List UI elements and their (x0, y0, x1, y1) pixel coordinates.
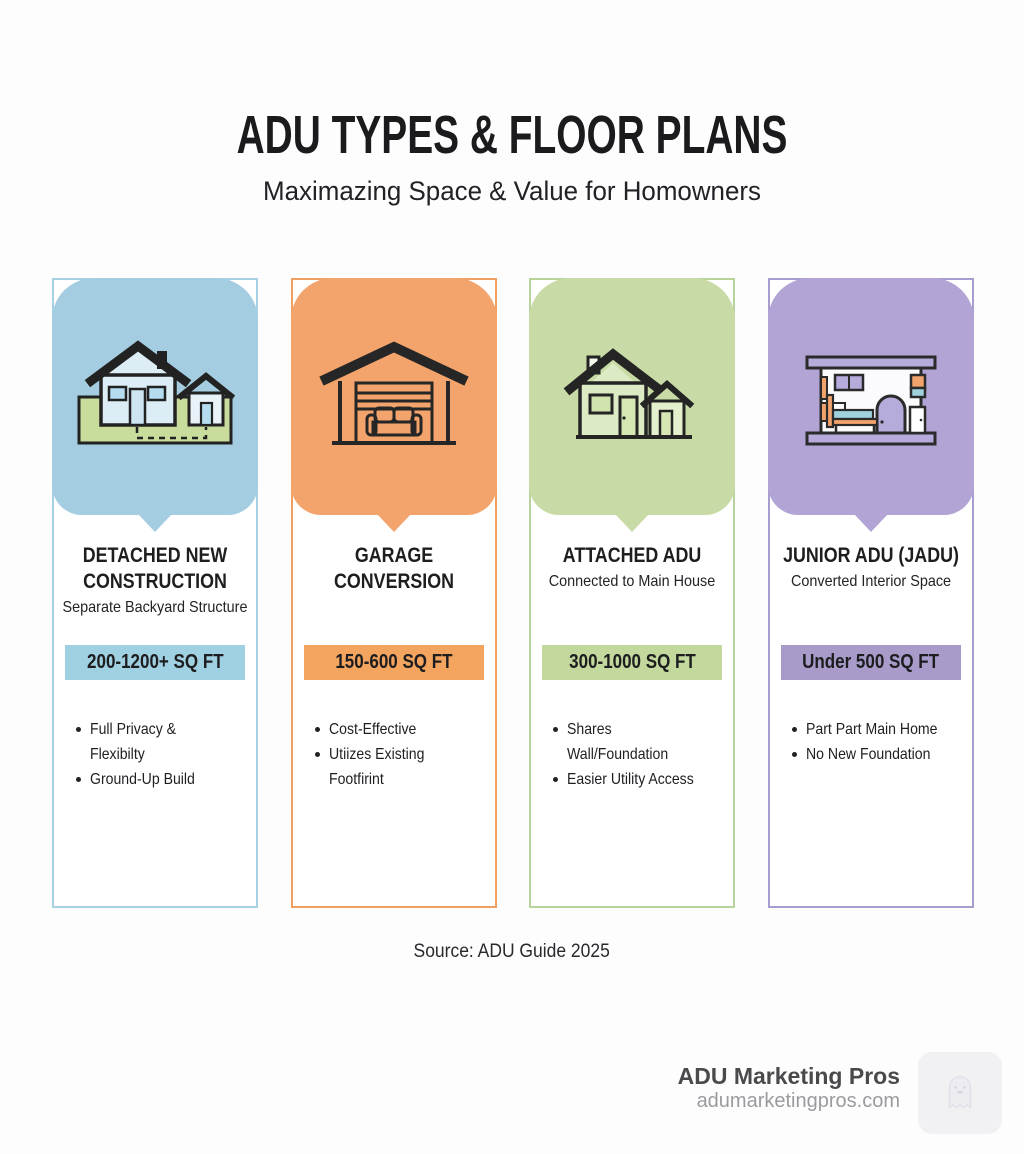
ghost-icon (943, 1074, 977, 1112)
card-header-bubble (52, 278, 258, 515)
page-title: ADU TYPES & FLOOR PLANS (236, 105, 788, 165)
sqft-badge: 150-600 SQ FT (304, 645, 484, 680)
list-item: Cost-Effective (313, 717, 493, 742)
bubble-tail (377, 514, 411, 532)
sqft-badge: Under 500 SQ FT (781, 645, 961, 680)
interior-room-icon (791, 337, 951, 457)
footer (302, 1052, 1002, 1136)
feature-list (551, 717, 731, 792)
card-row (52, 278, 974, 908)
card-junior-adu (768, 278, 974, 908)
footer-text (678, 1063, 900, 1113)
card-attached-adu (529, 278, 735, 908)
bubble-tail (615, 514, 649, 532)
feature-list (313, 717, 493, 792)
card-header-bubble (768, 278, 974, 515)
card-text-block (283, 543, 505, 599)
bubble-tail (138, 514, 172, 532)
bullet-dot (76, 727, 81, 732)
page-subtitle: Maximazing Space & Value for Homowners (263, 176, 761, 206)
list-item: Part Part Main Home (790, 717, 970, 742)
card-title: GARAGE CONVERSION (333, 544, 454, 593)
bullet-dot (553, 727, 558, 732)
attached-house-icon (552, 337, 712, 457)
feature-list (790, 717, 970, 767)
bubble-tail (854, 514, 888, 532)
list-item: Full Privacy & Flexibilty (74, 717, 254, 767)
card-detached-new-construction (52, 278, 258, 908)
card-subtitle: Connected to Main House (549, 573, 716, 590)
card-subtitle: Separate Backyard Structure (62, 599, 248, 616)
list-item: Easier Utility Access (551, 767, 731, 792)
card-title: JUNIOR ADU (JADU) (783, 544, 959, 567)
bullet-dot (792, 727, 797, 732)
card-subtitle: Converted Interior Space (790, 573, 952, 590)
sqft-badge: 200-1200+ SQ FT (65, 645, 245, 680)
bullet-dot (315, 727, 320, 732)
bullet-dot (792, 752, 797, 757)
logo-box (918, 1052, 1002, 1134)
card-title: DETACHED NEW CONSTRUCTION (82, 544, 228, 593)
card-title: ATTACHED ADU (563, 544, 702, 567)
list-item: Ground-Up Build (74, 767, 254, 792)
bullet-dot (315, 752, 320, 757)
list-item: No New Foundation (790, 742, 970, 767)
list-item: Utiizes Existing Footfirint (313, 742, 493, 792)
bullet-dot (76, 777, 81, 782)
card-text-block (760, 543, 982, 591)
card-header-bubble (291, 278, 497, 515)
card-header-bubble (529, 278, 735, 515)
sqft-badge: 300-1000 SQ FT (542, 645, 722, 680)
source-line: Source: ADU Guide 2025 (413, 941, 611, 962)
brand-name: ADU Marketing Pros (677, 1063, 900, 1089)
garage-couch-icon (314, 337, 474, 457)
header (0, 104, 1024, 207)
card-text-block (521, 543, 743, 591)
feature-list (74, 717, 254, 792)
bullet-dot (553, 777, 558, 782)
card-garage-conversion (291, 278, 497, 908)
list-item: Shares Wall/Foundation (551, 717, 731, 767)
detached-houses-icon (75, 337, 235, 457)
card-text-block (44, 543, 266, 617)
website-url: adumarketingpros.com (696, 1090, 900, 1112)
